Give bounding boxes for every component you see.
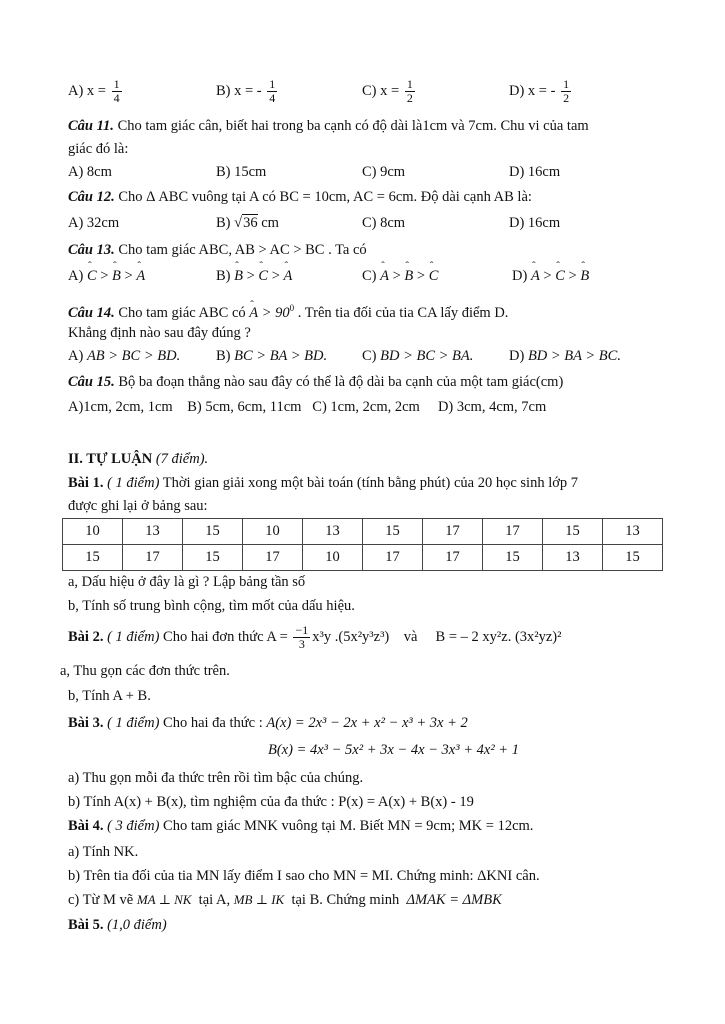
q12-label: Câu 12. xyxy=(68,189,115,205)
q14-option-c xyxy=(362,348,473,365)
q10-option-b xyxy=(216,78,279,105)
q10-a-num: 1 xyxy=(113,77,120,91)
bai2-points: ( 1 điểm) xyxy=(103,629,160,645)
bai2-part-b: b, Tính A + B. xyxy=(68,688,151,704)
q10-option-c xyxy=(362,78,417,105)
q11-question xyxy=(68,117,589,135)
q13-option-d xyxy=(512,268,589,285)
table-cell: 15 xyxy=(183,519,243,545)
q14-c-text: BD > BC > BA. xyxy=(380,348,474,364)
bai3-points: ( 1 điểm) xyxy=(103,715,160,731)
table-cell: 10 xyxy=(243,519,303,545)
sqrt-symbol: √36 xyxy=(234,215,258,231)
q14-question-cont: Khẳng định nào sau đây đúng ? xyxy=(68,325,251,341)
q14-text2: . Trên tia đối của tia CA lấy điểm D. xyxy=(294,304,509,321)
table-cell: 13 xyxy=(303,519,363,545)
bai3-poly-b-text: B(x) = 4x³ − 5x² + 3x − 4x − 3x³ + 4x² + 1 xyxy=(268,742,519,758)
bai3-poly-b xyxy=(268,741,519,759)
table-cell: 10 xyxy=(63,519,123,545)
bai2-part-a: a, Thu gọn các đơn thức trên. xyxy=(60,663,230,679)
q12-b-suffix: cm xyxy=(257,215,279,231)
q14-option-a xyxy=(68,348,180,365)
q10-a-fraction xyxy=(112,78,122,105)
part2-title: II. TỰ LUẬN xyxy=(68,451,153,467)
q10-c-num: 1 xyxy=(406,77,413,91)
table-cell: 15 xyxy=(483,545,543,571)
q10-c-den: 2 xyxy=(406,91,413,105)
part2-points: (7 điểm). xyxy=(152,451,209,467)
gt-sign: > xyxy=(539,268,556,284)
bai4-c-prefix: c) Từ M vẽ xyxy=(68,892,137,908)
q14-text1: Cho tam giác ABC có xyxy=(114,304,250,321)
gt-sign: > xyxy=(388,268,405,284)
q11-option-a: A) 8cm xyxy=(68,164,112,180)
angle-hat: ˆ C xyxy=(429,268,439,285)
q10-b-label: B) x = - xyxy=(216,82,262,99)
table-cell: 13 xyxy=(123,519,183,545)
q13-option-a xyxy=(68,268,145,285)
bai4-text: Cho tam giác MNK vuông tại M. Biết MN = 9cm; MK = 12cm. xyxy=(159,818,534,834)
table-cell: 17 xyxy=(123,545,183,571)
bai2-fraction xyxy=(293,624,310,651)
q10-a-label: A) x = xyxy=(68,82,106,99)
q13-c-prefix: C) xyxy=(362,268,381,284)
q13-question xyxy=(68,241,367,259)
q10-c-fraction xyxy=(405,78,415,105)
table-cell: 15 xyxy=(363,519,423,545)
gt-sign: > xyxy=(120,268,137,284)
q11-text1: Cho tam giác cân, biết hai trong ba cạnh có độ dài là1cm và 7cm. Chu vi của tam xyxy=(113,118,589,134)
bai4-c-mid: tại A, xyxy=(191,892,234,908)
q10-options xyxy=(68,78,668,108)
angle-hat: ˆ A xyxy=(136,268,145,285)
bai3-part-a: a) Thu gọn mỗi đa thức trên rồi tìm bậc của chúng. xyxy=(68,770,364,786)
q14-b-text: BC > BA > BD. xyxy=(234,348,328,364)
gt-sign: > xyxy=(96,268,113,284)
table-cell: 15 xyxy=(183,545,243,571)
table-row xyxy=(63,519,663,545)
bai1-points: ( 1 điểm) xyxy=(103,475,160,491)
table-cell: 15 xyxy=(603,545,663,571)
bai4-question xyxy=(68,817,533,835)
bai1-text1: Thời gian giải xong một bài toán (tính bằng phút) của 20 học sinh lớp 7 xyxy=(159,475,579,491)
q14-label: Câu 14. xyxy=(68,304,115,321)
bai4-part-c xyxy=(68,891,502,909)
q10-d-fraction xyxy=(561,78,571,105)
bai3-poly-a: A(x) = 2x³ − 2x + x² − x³ + 3x + 2 xyxy=(266,715,468,731)
q12-question xyxy=(68,188,532,206)
bai4-part-a: a) Tính NK. xyxy=(68,844,139,860)
bai4-part-b: b) Trên tia đối của tia MN lấy điểm I sao cho MN = MI. Chứng minh: ΔKNI cân. xyxy=(68,868,540,884)
q13-d-prefix: D) xyxy=(512,268,531,284)
bai3-question xyxy=(68,714,468,732)
bai2-frac-num: −1 xyxy=(295,623,309,638)
q12-b-radicand: 36 xyxy=(243,215,258,231)
q11-option-b: B) 15cm xyxy=(216,164,267,180)
q10-d-label: D) x = - xyxy=(509,82,556,99)
q12-text: Cho Δ ABC vuông tại A có BC = 10cm, AC = 6cm. Độ dài cạnh AB là: xyxy=(114,189,532,205)
angle-hat: ˆ C xyxy=(555,268,565,285)
q14-option-b xyxy=(216,348,327,365)
table-cell: 17 xyxy=(243,545,303,571)
bai1-question-cont: được ghi lại ở bảng sau: xyxy=(68,498,208,514)
q10-option-d xyxy=(509,78,573,105)
q14-question xyxy=(68,299,508,322)
q10-b-den: 4 xyxy=(269,91,276,105)
q10-c-label: C) x = xyxy=(362,82,400,99)
angle-hat: ˆ B xyxy=(580,268,589,285)
q10-b-num: 1 xyxy=(269,77,276,91)
bai2-question xyxy=(68,624,561,651)
angle-hat: ˆ A xyxy=(284,268,293,285)
table-cell: 17 xyxy=(423,519,483,545)
table-cell: 10 xyxy=(303,545,363,571)
angle-hat: ˆ A xyxy=(380,268,389,285)
q13-option-b xyxy=(216,268,292,285)
bai5-points: (1,0 điểm) xyxy=(103,917,167,933)
q14-option-d xyxy=(509,348,621,365)
q13-label: Câu 13. xyxy=(68,242,115,258)
q13-option-c xyxy=(362,268,438,285)
q11-option-c: C) 9cm xyxy=(362,164,406,180)
table-row xyxy=(63,545,663,571)
q13-text: Cho tam giác ABC, AB > AC > BC . Ta có xyxy=(114,242,367,258)
data-table xyxy=(62,518,663,571)
q14-d-text: BD > BA > BC. xyxy=(527,348,621,364)
bai4-c-mid2: tại B. Chứng minh xyxy=(284,892,407,908)
bai3-part-b: b) Tính A(x) + B(x), tìm nghiệm của đa thức : P(x) = A(x) + B(x) - 19 xyxy=(68,794,474,810)
q15-question xyxy=(68,373,563,391)
q12-option-d: D) 16cm xyxy=(509,215,561,231)
bai1-question xyxy=(68,474,578,492)
q12-b-prefix: B) xyxy=(216,215,235,231)
angle-hat: ˆ B xyxy=(404,268,413,285)
gt-sign: > xyxy=(242,268,259,284)
bai1-label: Bài 1. xyxy=(68,475,104,491)
q10-d-den: 2 xyxy=(563,91,570,105)
table-cell: 13 xyxy=(603,519,663,545)
q14-a-prefix: A) xyxy=(68,348,87,364)
bai5-question xyxy=(68,916,167,934)
q10-d-num: 1 xyxy=(563,77,570,91)
table-cell: 15 xyxy=(63,545,123,571)
bai3-text: Cho hai đa thức : xyxy=(159,715,267,731)
bai4-c-math3: ΔMAK = ΔMBK xyxy=(406,892,502,908)
gt-sign: > xyxy=(564,268,581,284)
angle-hat: ˆ B xyxy=(234,268,243,285)
q14-cond: > 90 xyxy=(258,304,290,321)
q10-option-a xyxy=(68,78,124,105)
q14-a-text: AB > BC > BD. xyxy=(86,348,181,364)
table-cell: 15 xyxy=(543,519,603,545)
bai4-c-math2: MB ⊥ IK xyxy=(233,892,285,907)
table-cell: 17 xyxy=(363,545,423,571)
q14-c-prefix: C) xyxy=(362,348,381,364)
q10-b-fraction xyxy=(267,78,277,105)
q14-b-prefix: B) xyxy=(216,348,235,364)
q14-d-prefix: D) xyxy=(509,348,528,364)
bai2-frac-den: 3 xyxy=(298,637,305,652)
angle-hat: ˆ C xyxy=(87,268,97,285)
gt-sign: > xyxy=(413,268,429,284)
q12-option-a: A) 32cm xyxy=(68,215,120,231)
bai4-points: ( 3 điểm) xyxy=(103,818,160,834)
q10-a-den: 4 xyxy=(113,91,120,105)
table-cell: 17 xyxy=(423,545,483,571)
bai5-label: Bài 5. xyxy=(68,917,104,933)
angle-hat: ˆ C xyxy=(258,268,268,285)
q13-a-prefix: A) xyxy=(68,268,87,284)
bai2-expr: x³y .(5x²y³z³) và B = – 2 xy²z. (3x²yz)² xyxy=(312,629,562,645)
q12-option-b xyxy=(216,215,279,232)
bai1-part-b: b, Tính số trung bình cộng, tìm mốt của dấu hiệu. xyxy=(68,598,355,614)
table-cell: 17 xyxy=(483,519,543,545)
bai4-c-math1: MA ⊥ NK xyxy=(136,892,192,907)
q11-label: Câu 11. xyxy=(68,118,114,134)
bai2-text: Cho hai đơn thức A = xyxy=(159,629,292,645)
q11-question-cont: giác đó là: xyxy=(68,141,129,157)
bai2-label: Bài 2. xyxy=(68,629,104,645)
q15-label: Câu 15. xyxy=(68,374,115,390)
angle-hat: ˆ A xyxy=(531,268,540,285)
q13-b-prefix: B) xyxy=(216,268,235,284)
angle-hat: ˆ B xyxy=(112,268,121,285)
bai4-label: Bài 4. xyxy=(68,818,104,834)
gt-sign: > xyxy=(268,268,284,284)
q15-text: Bộ ba đoạn thẳng nào sau đây có thể là độ dài ba cạnh của một tam giác(cm) xyxy=(114,374,564,390)
bai3-label: Bài 3. xyxy=(68,715,104,731)
q14-degree: 0 xyxy=(289,303,295,313)
part2-heading xyxy=(68,450,208,468)
angle-hat: ˆ A xyxy=(249,304,258,322)
table-cell: 13 xyxy=(543,545,603,571)
q12-option-c: C) 8cm xyxy=(362,215,406,231)
q15-options: A)1cm, 2cm, 1cm B) 5cm, 6cm, 11cm C) 1cm, 2cm, 2cm D) 3cm, 4cm, 7cm xyxy=(68,399,547,415)
q11-option-d: D) 16cm xyxy=(509,164,561,180)
bai1-part-a: a, Dấu hiệu ở đây là gì ? Lập bảng tần số xyxy=(68,574,306,590)
